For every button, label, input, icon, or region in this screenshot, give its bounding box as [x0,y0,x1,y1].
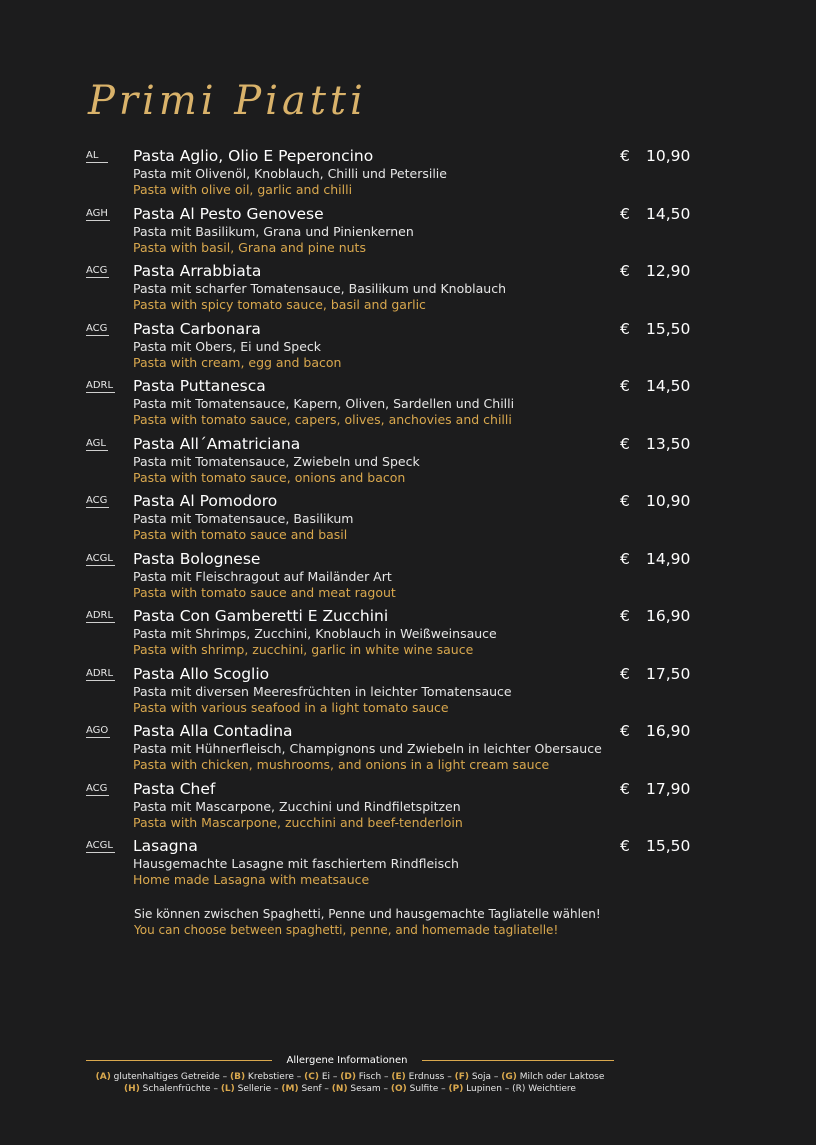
dish-price: 10,90 [646,147,691,165]
allergen-name: Sellerie – [234,1084,282,1094]
dish-description-english: Pasta with olive oil, garlic and chilli [133,182,353,197]
currency-symbol: € [620,607,630,625]
dish-description-german: Pasta mit Mascarpone, Zucchini und Rindfiletspitzen [133,798,461,814]
dish-name: Pasta Al Pomodoro [133,492,278,510]
dish-description-english: Pasta with Mascarpone, zucchini and beef-tenderloin [133,814,463,830]
currency-symbol: € [620,779,630,798]
allergen-code: ACGL [86,552,113,564]
dish-name: Pasta Bolognese [133,549,261,568]
dish-name: Pasta Chef [133,779,216,798]
dish-price: 14,90 [646,549,691,568]
page-title: Primi Piatti [88,78,367,124]
menu-item [0,779,816,837]
menu-item [0,606,816,664]
dish-description-german: Pasta mit scharfer Tomatensauce, Basilikum und Knoblauch [133,281,507,296]
allergen-name: Ei – [318,1072,341,1082]
allergen-letter: (A) [95,1072,111,1082]
dish-name: Lasagna [133,837,198,855]
dish-description-german: Pasta mit Tomatensauce, Zwiebeln und Speck [133,453,420,469]
note-english: You can choose between spaghetti, penne, and homemade tagliatelle! [134,923,559,937]
dish-description-german: Pasta mit Tomatensauce, Kapern, Oliven, Sardellen und Chilli [133,396,515,411]
allergen-name: Sesam – [347,1084,391,1094]
dish-description-german: Pasta mit Hühnerfleisch, Champignons und Zwiebeln in leichter Obersauce [133,741,602,756]
allergen-letter: (G) [501,1072,517,1082]
dish-description-german: Pasta mit Shrimps, Zucchini, Knoblauch in Weißweinsauce [133,626,497,641]
dish-name: Pasta Allo Scoglio [133,664,270,683]
menu-item [0,721,816,779]
allergen-code: ADRL [86,610,114,621]
dish-price: 17,90 [646,779,691,798]
dish-description-german: Pasta mit diversen Meeresfrüchten in leichter Tomatensauce [133,683,512,699]
currency-symbol: € [620,377,630,395]
allergen-letter: (F) [454,1072,469,1082]
dish-description-english: Home made Lasagna with meatsauce [133,872,370,887]
allergen-code: AL [86,149,108,163]
menu-item [0,146,816,204]
dish-name: Pasta Aglio, Olio E Peperoncino [133,147,374,165]
menu-item [0,549,816,607]
allergen-heading [86,1054,614,1068]
allergen-letter: (B) [229,1072,246,1082]
dish-name: Pasta Arrabbiata [133,262,262,280]
dish-name: Pasta Carbonara [133,319,261,338]
allergen-letter: (D) [340,1072,356,1082]
menu-item [0,434,816,492]
dish-description-english: Pasta with tomato sauce, capers, olives, anchovies and chilli [133,412,512,427]
dish-description-german: Pasta mit Tomatensauce, Basilikum [133,511,354,526]
allergen-code: AGH [86,207,108,219]
allergen-name: Erdnuss – [405,1072,455,1082]
allergen-code: ACG [86,265,108,276]
allergen-name: Fisch – [355,1072,392,1082]
dish-price: 17,50 [646,664,691,683]
allergen-code: ACG [86,495,108,506]
menu-item [0,836,816,894]
currency-symbol: € [620,262,630,280]
dish-description-english: Pasta with cream, egg and bacon [133,354,342,370]
menu-item [0,204,816,262]
allergen-code: AGO [86,725,109,736]
dish-description-english: Pasta with basil, Grana and pine nuts [133,239,366,255]
divider-right [422,1060,614,1061]
menu-item [0,261,816,319]
dish-description-english: Pasta with tomato sauce and meat ragout [133,584,396,600]
currency-symbol: € [620,837,630,855]
allergen-letter: (H) [124,1084,140,1094]
dish-name: Pasta All´Amatriciana [133,434,301,453]
allergen-heading-label: Allergene Informationen [286,1055,408,1066]
note-german: Sie können zwischen Spaghetti, Penne und hausgemachte Tagliatelle wählen! [134,907,601,921]
allergen-name: glutenhaltiges Getreide – [110,1072,230,1082]
currency-symbol: € [620,434,630,453]
dish-price: 15,50 [646,837,691,855]
allergen-name: Soja – [468,1072,502,1082]
dish-description-german: Pasta mit Olivenöl, Knoblauch, Chilli und Petersilie [133,166,447,181]
dish-price: 16,90 [646,722,691,740]
dish-price: 14,50 [646,204,691,223]
dish-description-english: Pasta with various seafood in a light tomato sauce [133,699,449,715]
dish-description-german: Pasta mit Basilikum, Grana und Pinienkernen [133,223,414,239]
allergen-code: AGL [86,437,106,449]
allergen-name: Schalenfrüchte – [139,1084,221,1094]
currency-symbol: € [620,204,630,223]
dish-description-english: Pasta with shrimp, zucchini, garlic in white wine sauce [133,642,474,657]
dish-price: 15,50 [646,319,691,338]
dish-description-german: Pasta mit Obers, Ei und Speck [133,338,322,354]
currency-symbol: € [620,319,630,338]
dish-description-german: Pasta mit Fleischragout auf Mailänder Art [133,568,392,584]
dish-price: 12,90 [646,262,691,280]
allergen-code: ADRL [86,667,114,679]
allergen-letter: (P) [448,1084,464,1094]
allergen-name: Sulfite – [406,1084,449,1094]
currency-symbol: € [620,664,630,683]
menu-item [0,319,816,377]
currency-symbol: € [620,722,630,740]
dish-price: 16,90 [646,607,691,625]
dish-name: Pasta Puttanesca [133,377,266,395]
pasta-choice-note [134,906,601,938]
allergen-name: Senf – [298,1084,332,1094]
dish-name: Pasta Con Gamberetti E Zucchini [133,607,389,625]
allergen-code: ACG [86,322,108,334]
allergen-code: ACG [86,782,108,794]
allergen-name: Krebstiere – [245,1072,305,1082]
dish-name: Pasta Alla Contadina [133,722,293,740]
allergen-letter: (M) [281,1084,299,1094]
dish-description-english: Pasta with spicy tomato sauce, basil and garlic [133,297,426,312]
allergen-name: Lupinen – (R) Weichtiere [463,1084,576,1094]
menu-item [0,491,816,549]
dish-name: Pasta Al Pesto Genovese [133,204,324,223]
allergen-letter: (O) [390,1084,407,1094]
currency-symbol: € [620,492,630,510]
allergen-name: Milch oder Laktose [516,1072,605,1082]
allergen-code: ACGL [86,840,113,851]
menu-item [0,376,816,434]
dish-description-english: Pasta with tomato sauce, onions and bacon [133,469,406,485]
allergen-code: ADRL [86,380,114,391]
dish-price: 13,50 [646,434,691,453]
dish-description-german: Hausgemachte Lasagne mit faschiertem Rindfleisch [133,856,459,871]
allergen-letter: (N) [331,1084,348,1094]
allergen-legend [60,1071,640,1095]
allergen-letter: (L) [220,1084,235,1094]
allergen-letter: (C) [304,1072,319,1082]
menu-items [0,146,816,894]
currency-symbol: € [620,549,630,568]
dish-description-english: Pasta with chicken, mushrooms, and onions in a light cream sauce [133,757,550,772]
divider-left [86,1060,272,1061]
allergen-letter: (E) [391,1072,406,1082]
allergen-legend-line-1 [60,1071,640,1083]
dish-description-english: Pasta with tomato sauce and basil [133,527,348,542]
currency-symbol: € [620,147,630,165]
menu-item [0,664,816,722]
allergen-legend-line-2 [60,1083,640,1095]
dish-price: 14,50 [646,377,691,395]
dish-price: 10,90 [646,492,691,510]
